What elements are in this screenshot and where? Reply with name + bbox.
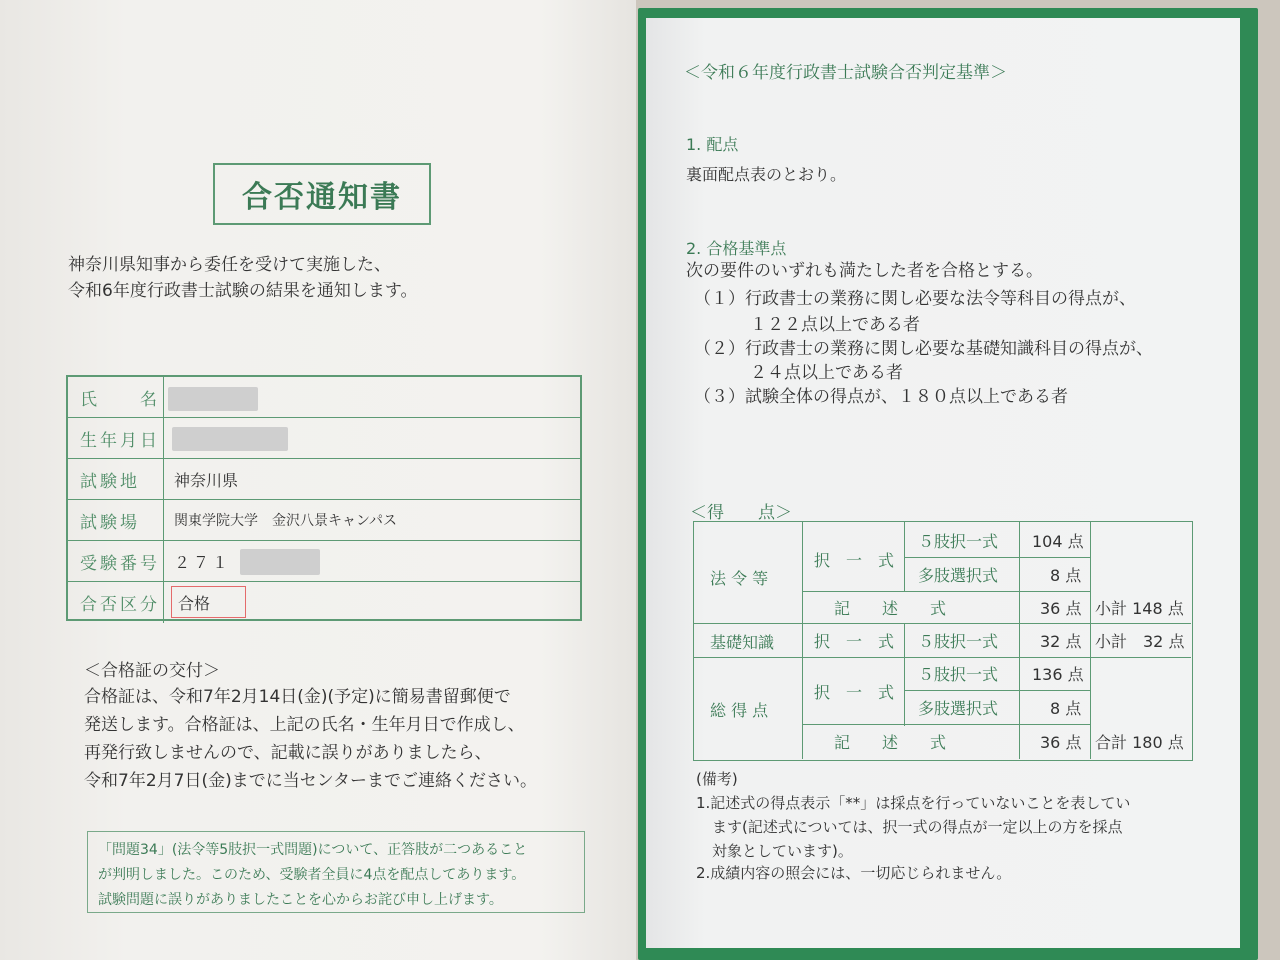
remark-1: 1.記述式の得点表示「**」は採点を行っていないことを表してい [696, 794, 1131, 812]
redacted-name [168, 387, 258, 411]
grand-total: 合計 180 点 [1095, 732, 1184, 752]
examinee-info-table [66, 375, 582, 621]
label-basic: 基礎知識 [710, 632, 775, 652]
label-law-written: 記 述 式 [834, 598, 947, 618]
subtotal-law: 小計 148 点 [1095, 598, 1184, 618]
apology-line-1: 「問題34」(法令等5肢択一式問題)について、正答肢が二つあること [98, 842, 528, 858]
label-total-written: 記 述 式 [834, 732, 947, 752]
score-heading: ＜得 点＞ [690, 503, 792, 523]
certificate-text-4: 令和7年2月7日(金)までに当センターまでご連絡ください。 [84, 771, 538, 791]
score-table [693, 521, 1193, 761]
requirement-3: （３）試験全体の得点が、１８０点以上である者 [694, 387, 1068, 407]
row-birthdate [68, 418, 580, 459]
apology-line-3: 試験問題に誤りがありましたことを心からお詫び申し上げます。 [98, 892, 503, 908]
apology-line-2: が判明しました。このため、受験者全員に4点を配点してあります。 [98, 867, 526, 883]
intro-line-2: 令和6年度行政書士試験の結果を通知します。 [68, 281, 418, 301]
value-exam-location: 神奈川県 [174, 470, 239, 490]
label-exam-number: 受験番号 [68, 541, 164, 581]
row-result [68, 582, 580, 623]
label-name: 氏 名 [68, 377, 164, 417]
label-law: 法 令 等 [710, 568, 769, 588]
vline-subtotal [1090, 522, 1091, 759]
requirement-2: （２）行政書士の業務に関し必要な基礎知識科目の得点が、 [694, 339, 1153, 359]
certificate-text-3: 再発行致しませんので、記載に誤りがありましたら、 [84, 743, 492, 763]
section-1-heading: 1. 配点 [686, 135, 739, 154]
criteria-title: ＜令和６年度行政書士試験合否判定基準＞ [684, 63, 1007, 83]
redacted-birthdate [172, 427, 288, 451]
row-exam-venue [68, 500, 580, 541]
requirement-1: （１）行政書士の業務に関し必要な法令等科目の得点が、 [694, 289, 1136, 309]
requirement-2-cont: ２４点以上である者 [750, 363, 903, 383]
label-total: 総 得 点 [710, 700, 769, 720]
left-page [0, 0, 636, 960]
certificate-heading: ＜合格証の交付＞ [84, 661, 220, 681]
label-basic-five: ５肢択一式 [918, 631, 999, 651]
certificate-text-2: 発送します。合格証は、上記の氏名・生年月日で作成し、 [84, 715, 525, 735]
label-basic-choice: 択 一 式 [814, 631, 895, 651]
remarks-heading: (備考) [696, 770, 738, 788]
label-law-choice: 択 一 式 [814, 550, 895, 570]
score-total-written: 36 点 [1040, 732, 1082, 752]
score-law-five: 104 点 [1032, 532, 1084, 551]
score-total-multi: 8 点 [1050, 699, 1082, 718]
redacted-exam-number [240, 549, 320, 575]
section-2-heading: 2. 合格基準点 [686, 239, 787, 258]
value-exam-venue: 関東学院大学 金沢八景キャンパス [174, 513, 398, 529]
vline-type-basic [904, 623, 905, 657]
value-exam-number: ２７１ [174, 552, 232, 572]
result-highlight-box [171, 586, 246, 618]
notice-title: 合否通知書 [242, 180, 402, 215]
value-result: 合格 [178, 594, 211, 613]
vline-type-total [904, 657, 905, 726]
section-2-text: 次の要件のいずれも満たした者を合格とする。 [686, 261, 1043, 281]
requirement-1-cont: １２２点以上である者 [750, 315, 920, 335]
label-birthdate: 生年月日 [68, 418, 164, 458]
score-law-multi: 8 点 [1050, 566, 1082, 585]
label-exam-venue: 試験場 [68, 500, 164, 540]
score-basic-five: 32 点 [1040, 631, 1082, 651]
row-exam-number [68, 541, 580, 582]
remark-1-cont-2: 対象としています)。 [712, 842, 853, 860]
section-1-text: 裏面配点表のとおり。 [686, 165, 847, 184]
row-exam-location [68, 459, 580, 500]
certificate-text-1: 合格証は、令和7年2月14日(金)(予定)に簡易書留郵便で [84, 687, 511, 707]
intro-line-1: 神奈川県知事から委任を受けて実施した、 [68, 255, 391, 275]
label-law-five: ５肢択一式 [918, 532, 999, 551]
score-total-five: 136 点 [1032, 665, 1084, 684]
label-exam-location: 試験地 [68, 459, 164, 499]
label-law-multi: 多肢選択式 [918, 566, 999, 585]
label-total-choice: 択 一 式 [814, 682, 895, 702]
remark-2: 2.成績内容の照会には、一切応じられません。 [696, 864, 1012, 882]
score-law-written: 36 点 [1040, 598, 1082, 618]
subtotal-basic: 小計 32 点 [1095, 631, 1185, 651]
notice-title-box [213, 163, 431, 225]
label-total-five: ５肢択一式 [918, 665, 999, 684]
label-total-multi: 多肢選択式 [918, 699, 999, 718]
label-result: 合否区分 [68, 582, 164, 623]
remark-1-cont-1: ます(記述式については、択一式の得点が一定以上の方を採点 [712, 818, 1123, 836]
row-name [68, 377, 580, 418]
